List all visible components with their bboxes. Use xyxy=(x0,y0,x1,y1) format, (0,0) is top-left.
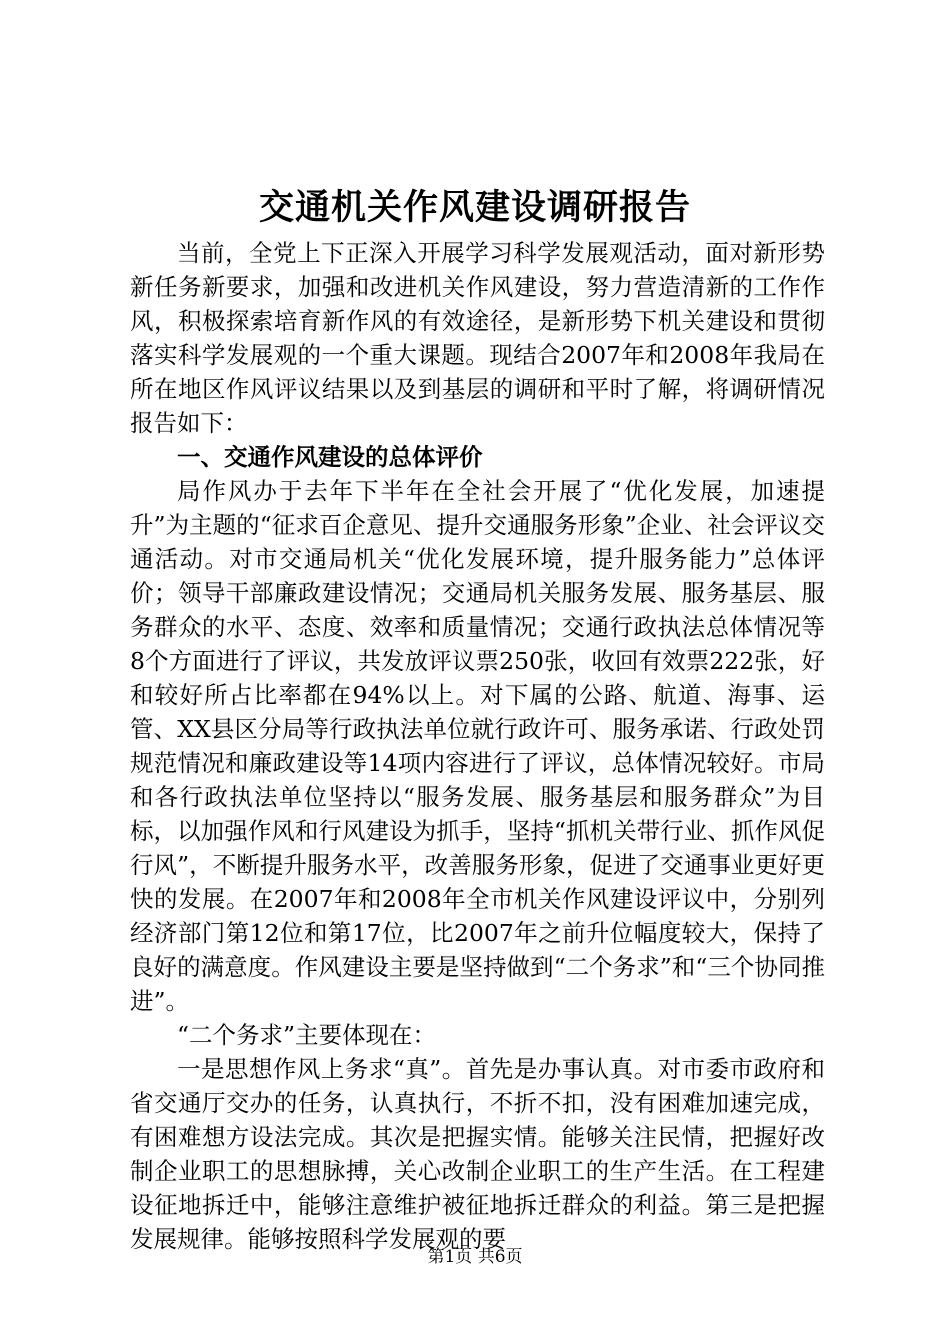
document-body xyxy=(130,236,825,1256)
page-number: 第1页 共6页 xyxy=(427,1247,523,1267)
document-title: 交通机关作风建设调研报告 xyxy=(258,187,691,228)
paragraph-two-requirements: “二个务求”主要体现在： xyxy=(177,1021,437,1049)
paragraph-evaluation: 局作风办于去年下半年在全社会开展了“优化发展，加速提升”为主题的“征求百企意见、提升交通服务形象”企业、社会评议交通活动。对市交通局机关“优化发展环境，提升服务能力”总体评价；领导干部廉政建设情况；交通局机关服务发展、服务基层、服务群众的水平、态度、效率和质量情况；交通行政执法总体情况等8个方面进行了评议，共发放评议票250张，收回有效票222张，好和较好所占比率都在94%以上。对下属的公路、航道、海事、运管、XX县区分局等行政执法单位就行政许可、服务承诺、行政处罚规范情况和廉政建设等14项内容进行了评议，总体情况较好。市局和各行政执法单位坚持以“服务发展、服务基层和服务群众”为目标，以加强作风和行风建设为抓手，坚持“抓机关带行业、抓作风促行风”，不断提升服务水平，改善服务形象，促进了交通事业更好更快的发展。在2007年和2008年全市机关作风建设评议中，分别列经济部门第12位和第17位，比2007年之前升位幅度较大，保持了良好的满意度。作风建设主要是坚持做到“二个务求”和“三个协同推进”。 xyxy=(130,477,825,1015)
paragraph-intro: 当前，全党上下正深入开展学习科学发展观活动，面对新形势新任务新要求，加强和改进机关作风建设，努力营造清新的工作作风，积极探索培育新作风的有效途径，是新形势下机关建设和贯彻落实科学发展观的一个重大课题。现结合2007年和2008年我局在所在地区作风评议结果以及到基层的调研和平时了解，将调研情况报告如下： xyxy=(130,239,825,437)
paragraph-first-requirement: 一是思想作风上务求“真”。首先是办事认真。对市委市政府和省交通厅交办的任务，认真执行，不折不扣，没有困难加速完成，有困难想方设法完成。其次是把握实情。能够关注民情，把握好改制企业职工的思想脉搏，关心改制企业职工的生产生活。在工程建设征地拆迁中，能够注意维护被征地拆迁群众的利益。第三是把握发展规律。能够按照科学发展观的要 xyxy=(130,1055,825,1253)
section-heading: 一、交通作风建设的总体评价 xyxy=(177,443,483,471)
